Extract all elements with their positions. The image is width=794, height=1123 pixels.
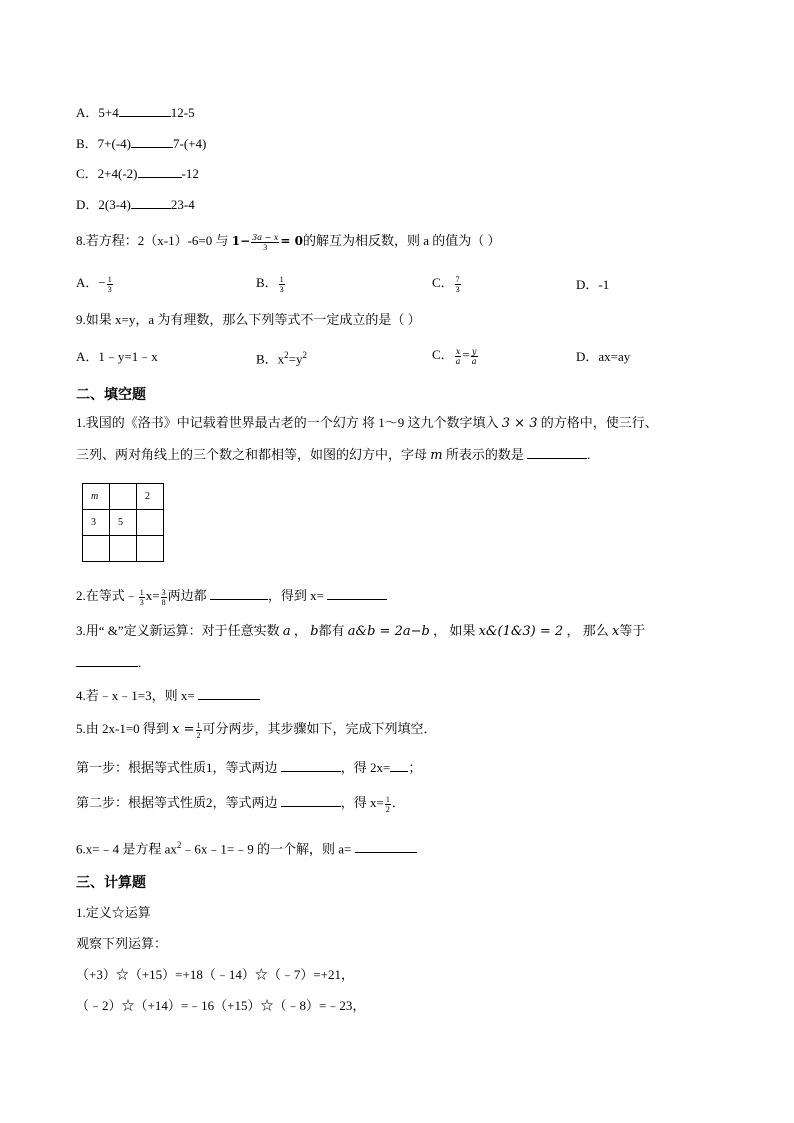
- q9-stem: 9.如果 x=y，a 为有理数，那么下列等式不一定成立的是（ ）: [76, 312, 421, 327]
- answer-blank[interactable]: [131, 195, 171, 209]
- answer-blank[interactable]: [210, 586, 268, 600]
- answer-blank[interactable]: [119, 103, 171, 117]
- s2-q1-line2: 三列、两对角线上的三个数之和都相等，如图的幻方中，字母 m 所表示的数是 .: [76, 447, 591, 463]
- answer-blank[interactable]: [198, 686, 260, 700]
- q9-option-d[interactable]: D．ax=ay: [576, 349, 631, 364]
- grid-cell: m: [83, 484, 110, 510]
- s2-q3-line2: .: [76, 653, 141, 672]
- s2-q5-step2: 第二步：根据等式性质2，等式两边 ，得 x= $\frac{1}{2}$ ．: [76, 794, 405, 814]
- q7-option-d: D．2(3-4) 23-4: [76, 197, 195, 212]
- grid-cell: [110, 536, 137, 562]
- section-title: 二、填空题: [76, 387, 146, 403]
- s2-q4: 4.若﹣x﹣1=3，则 x=: [76, 686, 260, 705]
- s2-q5: 5.由 2x-1=0 得到 x = $\frac{1}{2}$ 可分两步，其步骤如下，完成下列填空．: [76, 720, 437, 740]
- grid-cell: [110, 484, 137, 510]
- grid-cell: [137, 510, 164, 536]
- s2-q2: 2.在等式﹣ $\frac{1}{3}$ x= $\frac{3}{8}$ 两边都 ，得到 x=: [76, 586, 387, 607]
- q9-option-c[interactable]: C． $\frac{x}{a}$ = $\frac{y}{a}$: [432, 346, 477, 366]
- answer-blank[interactable]: [131, 134, 173, 148]
- magic-square-grid: [82, 483, 164, 562]
- s2-q6: 6.x=﹣4 是方程 $ax^2﹣6x﹣1=﹣9$ 的一个解，则 a=: [76, 836, 417, 858]
- answer-blank[interactable]: [390, 758, 408, 772]
- grid-cell: [83, 536, 110, 562]
- s3-q1-title: 1.定义☆运算: [76, 905, 151, 920]
- q7-option-a: A．5+4 12-5: [76, 105, 195, 120]
- s3-line1: （+3）☆（+15）=+18（﹣14）☆（﹣7）=+21，: [76, 967, 354, 982]
- grid-cell: [137, 536, 164, 562]
- section-title: 三、计算题: [76, 875, 146, 891]
- answer-blank[interactable]: [527, 445, 587, 459]
- grid-cell: 2: [137, 484, 164, 510]
- s2-q5-step1: 第一步：根据等式性质1，等式两边 ，得 2x= ；: [76, 760, 422, 775]
- q8-option-a[interactable]: A．− $\frac{1}{3}$: [76, 274, 112, 294]
- q7-option-c: C．2+4(-2) -12: [76, 166, 199, 181]
- answer-blank[interactable]: [281, 758, 341, 772]
- answer-blank[interactable]: [327, 586, 387, 600]
- q8-option-c[interactable]: C． $\frac{7}{3}$: [432, 274, 460, 294]
- grid-cell: 3: [83, 510, 110, 536]
- q9-option-b[interactable]: B．$x^2=y^2$: [256, 350, 308, 367]
- answer-blank[interactable]: [138, 164, 182, 178]
- s2-q3-line1: 3.用“ &”定义新运算：对于任意实数 a ， b都有 a&b = 2a−b ， 如果 x&(1&3) = 2 ， 那么 x等于: [76, 623, 646, 639]
- q8-option-b[interactable]: B． $\frac{1}{3}$: [256, 274, 284, 294]
- answer-blank[interactable]: [281, 793, 341, 807]
- answer-blank[interactable]: [76, 653, 138, 667]
- answer-blank[interactable]: [355, 839, 417, 853]
- grid-cell: 5: [110, 510, 137, 536]
- s3-observe: 观察下列运算：: [76, 936, 168, 951]
- s3-line2: （﹣2）☆（+14）=﹣16（+15）☆（﹣8）=﹣23，: [76, 998, 366, 1013]
- q8-fraction: $\frac{3a - x}{3}$: [252, 232, 279, 252]
- s2-q1-line1: 1.我国的《洛书》中记载着世界最古老的一个幻方 将 1～9 这九个数字填入 3 × 3 的方格中，使三行、: [76, 415, 658, 431]
- q7-option-b: B．7+(-4) 7-(+4): [76, 136, 207, 151]
- q8-stem: 8.若方程：2（x-1）-6=0 与 1− $\frac{3a - x}{3}$ = 0的解互为相反数，则 a 的值为（ ）: [76, 232, 501, 252]
- q8-option-d[interactable]: D．-1: [576, 277, 610, 292]
- q9-option-a[interactable]: A．1﹣y=1﹣x: [76, 349, 158, 364]
